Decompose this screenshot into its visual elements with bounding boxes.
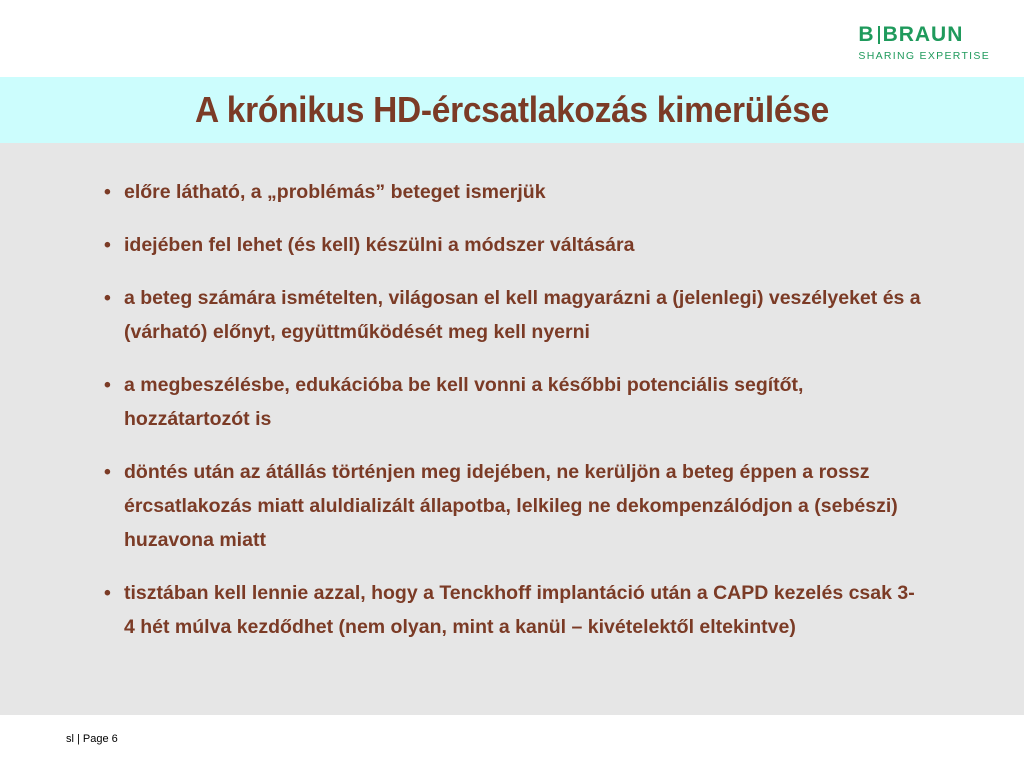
bullet-text: előre látható, a „problémás” beteget ismerjük <box>124 181 546 203</box>
slide-title: A krónikus HD-ércsatlakozás kimerülése <box>195 89 829 130</box>
bullet-marker: • <box>104 234 111 256</box>
logo-letter-b: B <box>858 23 875 46</box>
bullet-marker: • <box>104 181 111 203</box>
bullet-item <box>104 576 924 644</box>
bullet-text: tisztában kell lennie azzal, hogy a Tenckhoff implantáció után a CAPD kezelés csak 3-4 hét múlva kezdődhet (nem olyan, mint a kanül – kivételektől eltekintve) <box>124 582 915 638</box>
bullet-list <box>104 175 924 663</box>
bullet-item <box>104 281 924 349</box>
bullet-marker: • <box>104 287 111 309</box>
bullet-text: a beteg számára ismételten, világosan el kell magyarázni a (jelenlegi) veszélyeket és a (várható) előnyt, együttműködését meg kell nyerni <box>124 287 921 343</box>
logo-word-braun: BRAUN <box>882 23 964 46</box>
logo-tagline: SHARING EXPERTISE <box>858 50 990 62</box>
page-footer: sl | Page 6 <box>66 733 118 745</box>
bullet-text: a megbeszélésbe, edukációba be kell vonni a későbbi potenciális segítőt, hozzátartozót is <box>124 374 804 430</box>
bullet-text: idejében fel lehet (és kell) készülni a módszer váltására <box>124 234 635 256</box>
logo-separator <box>878 26 880 44</box>
bullet-item <box>104 368 924 436</box>
bullet-item <box>104 175 924 209</box>
bullet-item <box>104 228 924 262</box>
slide-content <box>0 143 1024 715</box>
logo-wordmark <box>858 24 990 46</box>
bullet-marker: • <box>104 582 111 604</box>
bullet-marker: • <box>104 374 111 396</box>
bullet-text: döntés után az átállás történjen meg idejében, ne kerüljön a beteg éppen a rossz ércsatlakozás miatt aluldializált állapotba, lelkileg ne dekompenzálódjon a (sebészi) huzavona miatt <box>124 461 898 551</box>
bullet-item <box>104 455 924 557</box>
bbraun-logo <box>858 24 990 62</box>
title-band <box>0 77 1024 143</box>
bullet-marker: • <box>104 461 111 483</box>
